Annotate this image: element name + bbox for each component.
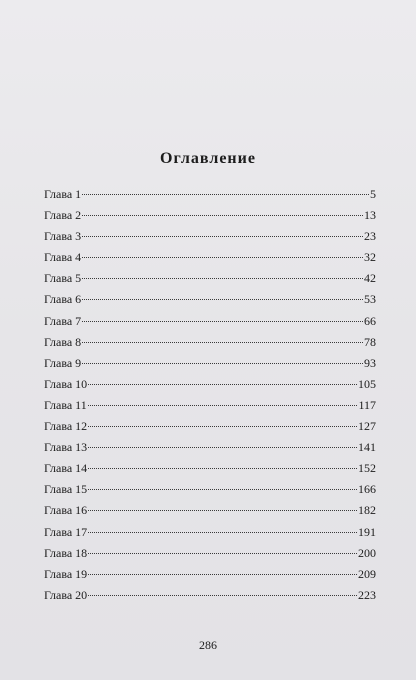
toc-entry — [44, 543, 376, 564]
toc-entry-label: Глава 4 — [44, 250, 82, 265]
toc-leader-dots — [88, 574, 357, 575]
toc-entry-label: Глава 2 — [44, 208, 82, 223]
toc-entry-page: 5 — [370, 187, 376, 201]
toc-entry — [44, 311, 376, 332]
toc-entry-page: 141 — [358, 440, 376, 455]
toc-entry — [44, 332, 376, 353]
toc-entry-page: 66 — [364, 313, 376, 328]
toc-entry-page: 53 — [364, 292, 376, 307]
toc-entry-label: Глава 17 — [44, 524, 88, 539]
table-of-contents — [44, 184, 376, 606]
toc-entry — [44, 226, 376, 247]
toc-entry-page: 200 — [358, 545, 376, 560]
toc-entry — [44, 374, 376, 395]
toc-entry — [44, 500, 376, 521]
toc-entry-page: 209 — [358, 566, 376, 581]
toc-entry — [44, 247, 376, 268]
toc-entry-page: 13 — [364, 208, 376, 223]
toc-leader-dots — [88, 447, 357, 448]
toc-entry-page: 117 — [358, 397, 376, 412]
toc-entry — [44, 205, 376, 226]
toc-entry — [44, 395, 376, 416]
toc-leader-dots — [82, 278, 363, 279]
toc-entry-page: 23 — [364, 229, 376, 244]
toc-entry-page: 78 — [364, 334, 376, 349]
toc-leader-dots — [88, 405, 358, 406]
toc-entry-page: 223 — [358, 587, 376, 602]
toc-entry-page: 127 — [358, 419, 376, 434]
page-number: 286 — [199, 638, 217, 652]
toc-entry — [44, 522, 376, 543]
toc-leader-dots — [88, 384, 357, 385]
toc-entry-page: 42 — [364, 271, 376, 286]
toc-leader-dots — [82, 215, 363, 216]
toc-entry-page: 32 — [364, 250, 376, 265]
toc-entry-page: 191 — [358, 524, 376, 539]
toc-leader-dots — [88, 532, 357, 533]
toc-entry-page: 105 — [358, 376, 376, 391]
toc-entry — [44, 564, 376, 585]
toc-entry — [44, 353, 376, 374]
toc-entry-label: Глава 1 — [44, 187, 82, 201]
toc-entry-label: Глава 14 — [44, 461, 88, 476]
toc-entry-label: Глава 3 — [44, 229, 82, 244]
toc-entry-page: 93 — [364, 355, 376, 370]
toc-entry-label: Глава 9 — [44, 355, 82, 370]
toc-entry-label: Глава 15 — [44, 482, 88, 497]
toc-leader-dots — [82, 236, 363, 237]
toc-leader-dots — [88, 595, 357, 596]
toc-entry-label: Глава 7 — [44, 313, 82, 328]
toc-entry — [44, 184, 376, 205]
toc-entry-label: Глава 8 — [44, 334, 82, 349]
toc-leader-dots — [82, 321, 363, 322]
toc-entry-label: Глава 19 — [44, 566, 88, 581]
toc-entry — [44, 458, 376, 479]
toc-entry-page: 182 — [358, 503, 376, 518]
toc-leader-dots — [88, 489, 357, 490]
toc-entry-label: Глава 20 — [44, 587, 88, 602]
toc-entry — [44, 289, 376, 310]
toc-leader-dots — [82, 194, 369, 195]
toc-entry-label: Глава 12 — [44, 419, 88, 434]
toc-entry — [44, 416, 376, 437]
toc-leader-dots — [82, 363, 363, 364]
toc-entry — [44, 585, 376, 606]
toc-entry — [44, 268, 376, 289]
toc-leader-dots — [82, 342, 363, 343]
toc-entry-label: Глава 18 — [44, 545, 88, 560]
toc-leader-dots — [82, 257, 363, 258]
toc-entry-label: Глава 10 — [44, 376, 88, 391]
toc-entry-label: Глава 16 — [44, 503, 88, 518]
toc-leader-dots — [88, 553, 357, 554]
toc-entry-label: Глава 6 — [44, 292, 82, 307]
toc-leader-dots — [88, 468, 357, 469]
toc-entry — [44, 479, 376, 500]
toc-leader-dots — [82, 299, 363, 300]
toc-entry — [44, 437, 376, 458]
toc-entry-page: 166 — [358, 482, 376, 497]
page-title: Оглавление — [160, 150, 256, 167]
toc-entry-label: Глава 5 — [44, 271, 82, 286]
toc-entry-page: 152 — [358, 461, 376, 476]
toc-leader-dots — [88, 426, 357, 427]
toc-entry-label: Глава 11 — [44, 397, 87, 412]
toc-entry-label: Глава 13 — [44, 440, 88, 455]
toc-leader-dots — [88, 510, 357, 511]
